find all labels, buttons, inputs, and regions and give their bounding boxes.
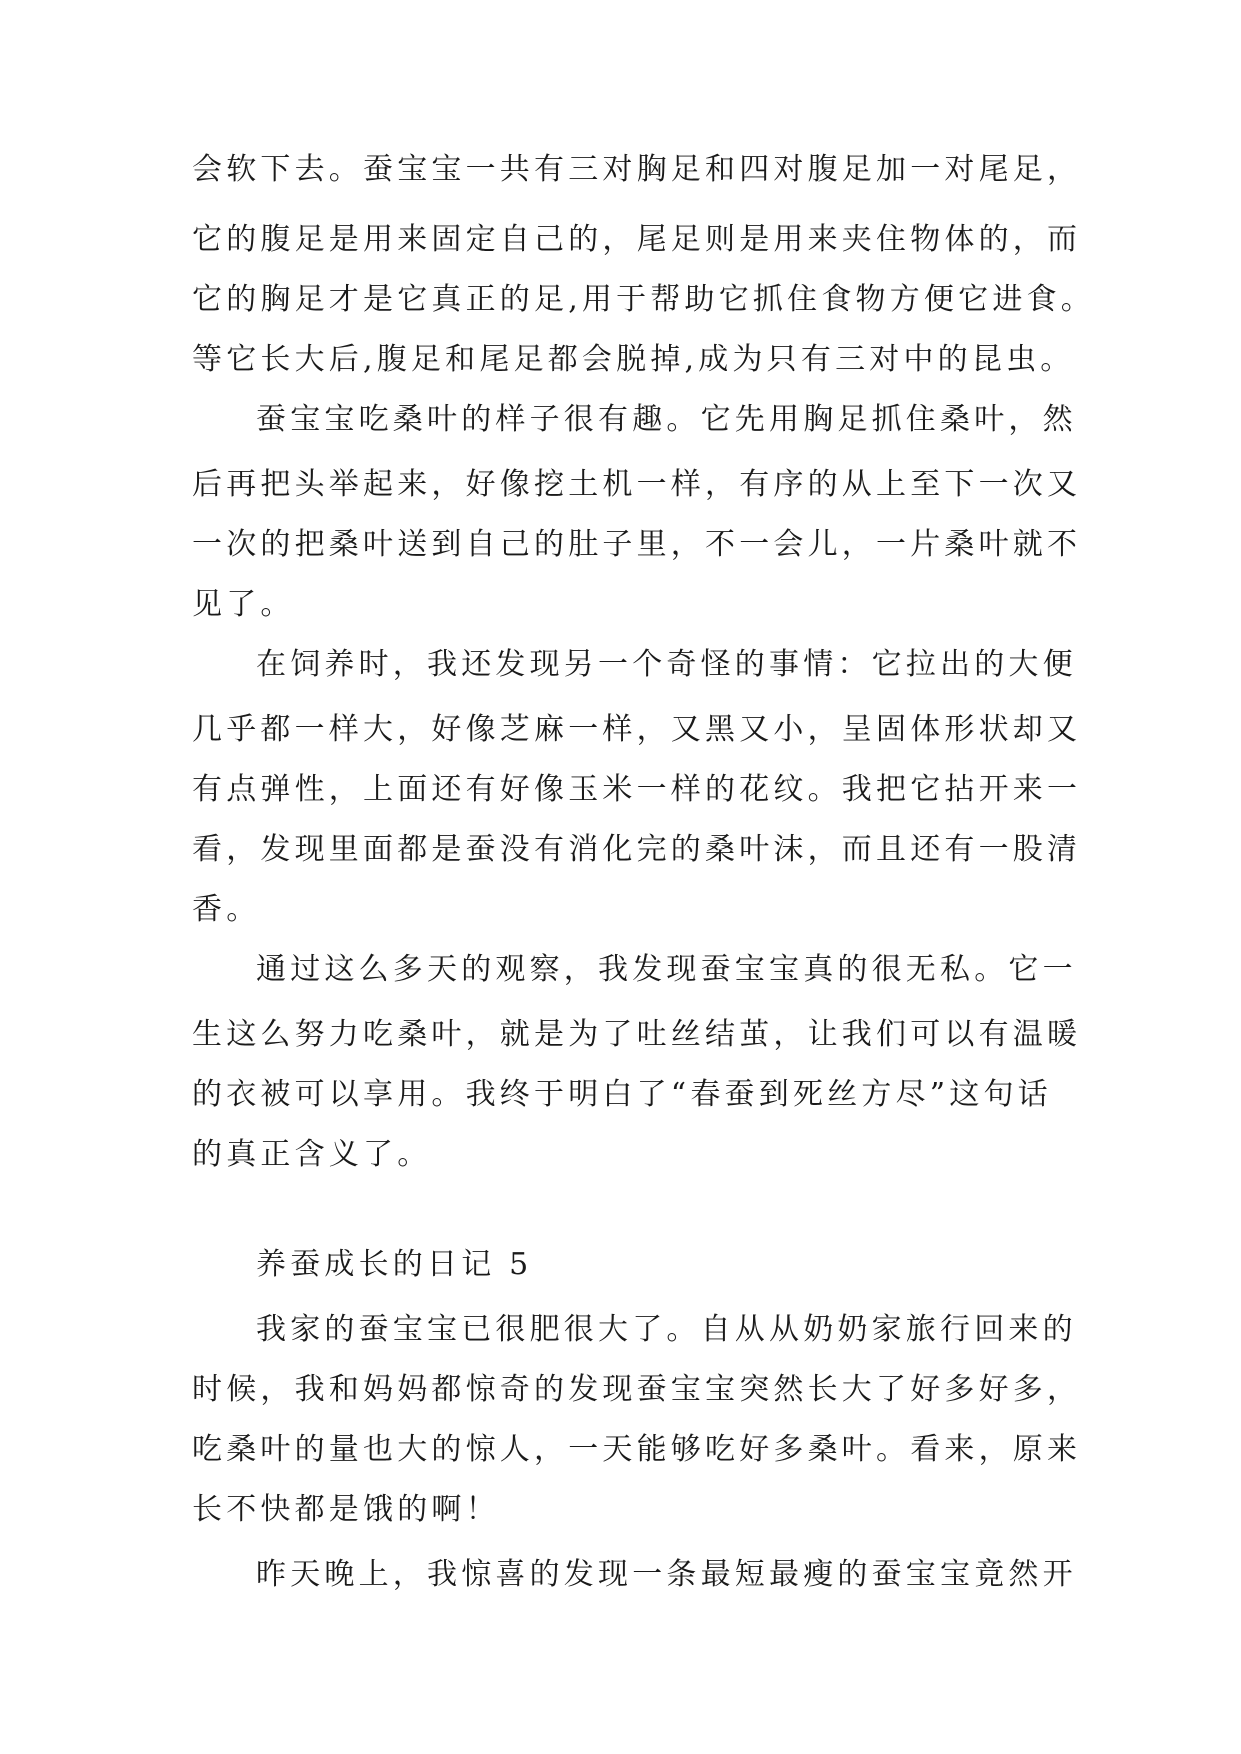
text-line: 的真正含义了。 <box>192 1137 432 1172</box>
paragraph-start-line: 我家的蚕宝宝已很肥很大了。自从从奶奶家旅行回来的 <box>256 1312 1077 1347</box>
text-line: 时候，我和妈妈都惊奇的发现蚕宝宝突然长大了好多好多， <box>192 1372 1082 1407</box>
text-line: 见了。 <box>192 587 295 622</box>
section-heading: 养蚕成长的日记 5 <box>256 1247 533 1282</box>
text-line: 等它长大后,腹足和尾足都会脱掉,成为只有三对中的昆虫。 <box>192 342 1075 377</box>
text-line: 生这么努力吃桑叶，就是为了吐丝结茧，让我们可以有温暖 <box>192 1017 1082 1052</box>
text-line: 它的胸足才是它真正的足,用于帮助它抓住食物方便它进食。 <box>192 282 1095 317</box>
paragraph-start-line: 通过这么多天的观察，我发现蚕宝宝真的很无私。它一 <box>256 952 1077 987</box>
text-line: 它的腹足是用来固定自己的，尾足则是用来夹住物体的，而 <box>192 222 1082 257</box>
text-line: 会软下去。蚕宝宝一共有三对胸足和四对腹足加一对尾足， <box>192 152 1082 187</box>
paragraph-start-line: 在饲养时，我还发现另一个奇怪的事情：它拉出的大便 <box>256 647 1077 682</box>
paragraph-start-line: 蚕宝宝吃桑叶的样子很有趣。它先用胸足抓住桑叶，然 <box>256 402 1077 437</box>
text-line: 吃桑叶的量也大的惊人，一天能够吃好多桑叶。看来，原来 <box>192 1432 1082 1467</box>
text-line: 一次的把桑叶送到自己的肚子里，不一会儿，一片桑叶就不 <box>192 527 1082 562</box>
text-line: 几乎都一样大，好像芝麻一样，又黑又小，呈固体形状却又 <box>192 712 1082 747</box>
text-line: 后再把头举起来，好像挖土机一样，有序的从上至下一次又 <box>192 467 1082 502</box>
text-line: 香。 <box>192 892 261 927</box>
text-line: 看，发现里面都是蚕没有消化完的桑叶沫，而且还有一股清 <box>192 832 1082 867</box>
text-line: 的衣被可以享用。我终于明白了“春蚕到死丝方尽”这句话 <box>192 1077 1052 1112</box>
text-line: 长不快都是饿的啊！ <box>192 1492 500 1527</box>
paragraph-start-line: 昨天晚上，我惊喜的发现一条最短最瘦的蚕宝宝竟然开 <box>256 1557 1077 1592</box>
text-line: 有点弹性，上面还有好像玉米一样的花纹。我把它拈开来一 <box>192 772 1082 807</box>
